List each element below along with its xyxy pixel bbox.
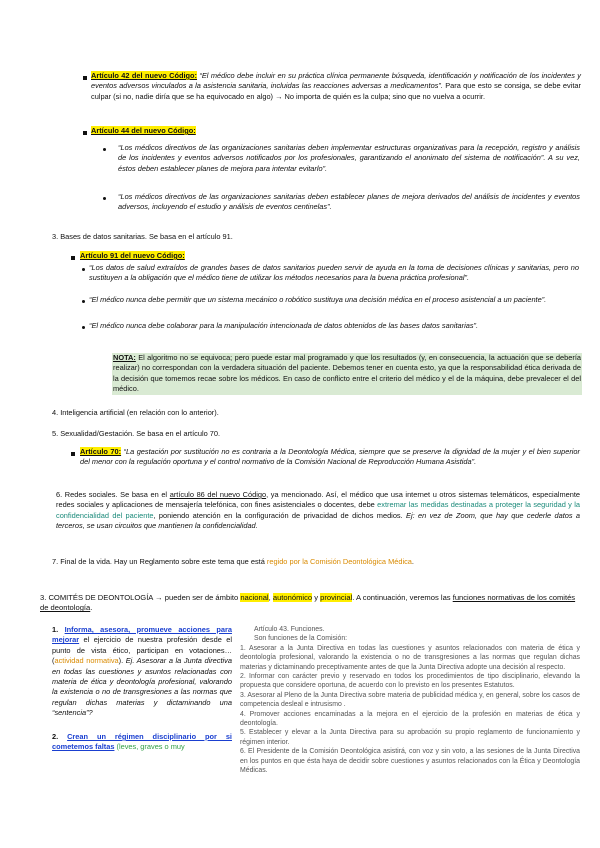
section3-prefix: 3. COMITÉS DE DEONTOLOGÍA → pueden ser de ámbito: [40, 593, 241, 602]
bullet-dot-icon: [82, 300, 85, 303]
p1-italic: Ej. Asesorar a la Junta directiva en todas las cuestiones y asuntos relacionadas con materia de ética y deontología profesional, valorando la existencia o no de transgresiones a las normas que regulan dichas materias y dictaminando una “sentencia”?: [52, 656, 232, 718]
art42-paragraph: [91, 71, 581, 102]
scope-provincial: provincial: [320, 593, 353, 602]
bullet-dot-icon: [103, 197, 106, 200]
statute-item-4: 4. Promover acciones encaminadas a la mejora en el ejercicio de la profesión en materias de ética y deontología.: [240, 710, 580, 728]
section3-heading: [40, 593, 585, 614]
nota-label: NOTA:: [113, 353, 136, 362]
item6-prefix: 6. Redes sociales. Se basa en el: [56, 490, 170, 499]
section3-mid: . A continuación, veremos las: [352, 593, 453, 602]
nota-text: El algoritmo no se equivoca; pero puede estar mal programado y que los resultados (y, en consecuencia, la actuación que se debería realizar) no correspondan con la verdadera situación del paciente. Debemos tener en cuenta esto, ya que la responsabilidad ética derivada de la decisión que tomemos recae sobre los médicos. En caso de conflicto entre el criterio del médico y el de la máquina, debe prevalecer el del médico.: [113, 353, 581, 394]
statute-item-5: 5. Establecer y elevar a la Junta Directiva para su aprobación su propio reglamento de funcionamiento y régimen interior.: [240, 729, 580, 746]
art42-label: Artículo 42 del nuevo Código:: [91, 71, 198, 80]
art70-quote: “La gestación por sustitución no es contraria a la Deontología Médica, siempre que se preserve la dignidad de la mujer y el bien superior del menor con la regulación oportuna y el control normativo de la Comisión Nacional de Reproducción Humana Asistida”.: [80, 447, 581, 467]
art91-bullet-1: “Los datos de salud extraídos de grandes bases de datos sanitarios pueden servir de ayuda en la toma de decisiones clínicas y sanitarias, pero no sustituyen a la obligación que el médico tiene de utilizar los métodos necesarios para la buena práctica profesional”.: [89, 263, 579, 283]
item7-paragraph: [52, 557, 580, 567]
statute-item-1: 1. Asesorar a la Junta Directiva en todas las cuestiones y asuntos relacionados con materia de ética y deontología profesional, valorando la existencia o no de transgresiones a las normas que regulan dichas materias y dictaminando preceptivamente antes de que la Junta Directiva adopte una decisión al respecto.: [240, 644, 580, 671]
bullet-dot-icon: [82, 326, 85, 329]
p2-link[interactable]: Crean un régimen disciplinario por si cometemos faltas: [52, 732, 232, 752]
statute-excerpt-image: [240, 625, 580, 775]
p2-text: (leves, graves o muy: [114, 742, 185, 752]
section3-suffix: .: [90, 603, 93, 613]
p1-orange: actividad normativa: [54, 656, 119, 666]
section3-sep1: ,: [268, 593, 273, 602]
art91-label: Artículo 91 del nuevo Código:: [80, 251, 185, 260]
p2-number: 2.: [52, 732, 59, 741]
art44-bullet-2: “Los médicos directivos de las organizaciones sanitarias deben establecer planes de mejora derivados del análisis de incidentes y eventos adversos, incluyendo el estudio y análisis de eventos centinelas”.: [118, 192, 580, 212]
statute-item-2: 2. Informar con carácter previo y reservado en todos los procedimientos de tipo disciplinario, elevando la propuesta que considere oportuna, de acuerdo con lo previsto en los presentes Estatutos.: [240, 673, 580, 690]
statute-item-3: 3. Asesorar al Pleno de la Junta Directiva sobre materia de publicidad médica y, en general, sobre los casos de competencia desleal e intrusismo .: [240, 691, 580, 709]
scope-national: nacional: [240, 593, 269, 602]
art44-label-row: [91, 126, 196, 136]
bullet-square-icon: [83, 76, 87, 80]
bullet-dot-icon: [103, 148, 106, 151]
art70-paragraph: [80, 447, 580, 468]
bullet-square-icon: [71, 452, 75, 456]
art91-bullet-2: “El médico nunca debe permitir que un sistema mecánico o robótico sustituya una decisión médica en el proceso asistencial a un paciente”.: [89, 295, 547, 304]
section3-link[interactable]: funciones normativas de los comités de deontología: [40, 593, 576, 613]
left-col-p2: [52, 732, 232, 753]
left-col-p1: [52, 625, 232, 719]
art91-label-row: [80, 251, 185, 261]
art44-bullet-1: “Los médicos directivos de las organizaciones sanitarias deben implementar estructuras organizativas para la recepción, registro y análisis de los incidentes y eventos adversos notificados por los profesionales, garantizando el anonimato del sistema de notificación”. A su vez, éstos deben establecer planes de mejora para intentar evitarlo”.: [118, 143, 580, 173]
item3-text: 3. Bases de datos sanitarias. Se basa en el artículo 91.: [52, 232, 233, 241]
statute-item-6: 6. El Presidente de la Comisión Deontológica asistirá, con voz y sin voto, a las sesiones de la Junta Directiva en los puntos en que ésta haya de decidir sobre cuestiones y asuntos relacionados con la Ética y Deontología Médicas.: [240, 748, 580, 775]
art42-quote: “El médico debe incluir en su práctica clínica permanente búsqueda, identificación y notificación de los incidentes y eventos adversos vinculados a la asistencia sanitaria, incluidas las reacciones adversas a medicamentos”.: [91, 71, 581, 91]
item6-paragraph: [56, 490, 580, 532]
nota-box: [112, 353, 582, 395]
bullet-square-icon: [71, 256, 75, 260]
statute-title: Artículo 43. Funciones.: [254, 626, 325, 633]
item6-after: , poniendo atención en la configuración de privacidad de dichos medios.: [153, 510, 403, 520]
statute-subtitle: Son funciones de la Comisión:: [254, 635, 348, 643]
p1-close: ).: [118, 656, 124, 666]
item7-highlight: regido por la Comisión Deontológica Médica: [266, 557, 412, 566]
item6-mid: , ya mencionado. Así, el médico que usa internet u otros sistemas telemáticos, especialmente redes sociales y aplicaciones de mensajería telefónica, con fines asistenciales o docentes, debe: [56, 490, 580, 510]
p1-number: 1.: [52, 625, 59, 634]
p1-text: el ejercicio de nuestra profesión desde el punto de vista ético, participan en votaciones… (: [52, 635, 232, 666]
art44-label: Artículo 44 del nuevo Código:: [91, 126, 196, 135]
art70-label: Artículo 70:: [80, 447, 122, 456]
art42-rest: Para que esto se consiga, se debe evitar culpar (si no, nadie diría que se ha equivocado en algo) → No importa de quién es la culpa; sino que no vuelva a ocurrir.: [91, 81, 581, 101]
bullet-dot-icon: [82, 268, 85, 271]
item7-suffix: .: [411, 557, 414, 566]
item6-link[interactable]: artículo 86 del nuevo Código: [169, 490, 267, 499]
p1-link[interactable]: Informa, asesora, promueve acciones para mejorar: [52, 625, 232, 645]
scope-autonomic: autonómico: [272, 593, 313, 602]
item5-text: 5. Sexualidad/Gestación. Se basa en el artículo 70.: [52, 429, 221, 438]
item6-example: Ej: en vez de Zoom, que hay que cederle datos a terceros, se usan circuitos que mantienen la confidencialidad.: [56, 510, 581, 531]
item6-highlight: extremar las medidas destinadas a proteger la seguridad y la confidencialidad del paciente: [56, 500, 580, 520]
art91-bullet-3: “El médico nunca debe colaborar para la manipulación intencionada de datos obtenidos de las bases datos sanitarias”.: [89, 321, 479, 330]
item7-prefix: 7. Final de la vida. Hay un Reglamento sobre este tema que está: [52, 557, 267, 566]
item4-text: 4. Inteligencia artificial (en relación con lo anterior).: [52, 408, 219, 417]
section3-sep2: y: [312, 593, 321, 602]
bullet-square-icon: [83, 131, 87, 135]
